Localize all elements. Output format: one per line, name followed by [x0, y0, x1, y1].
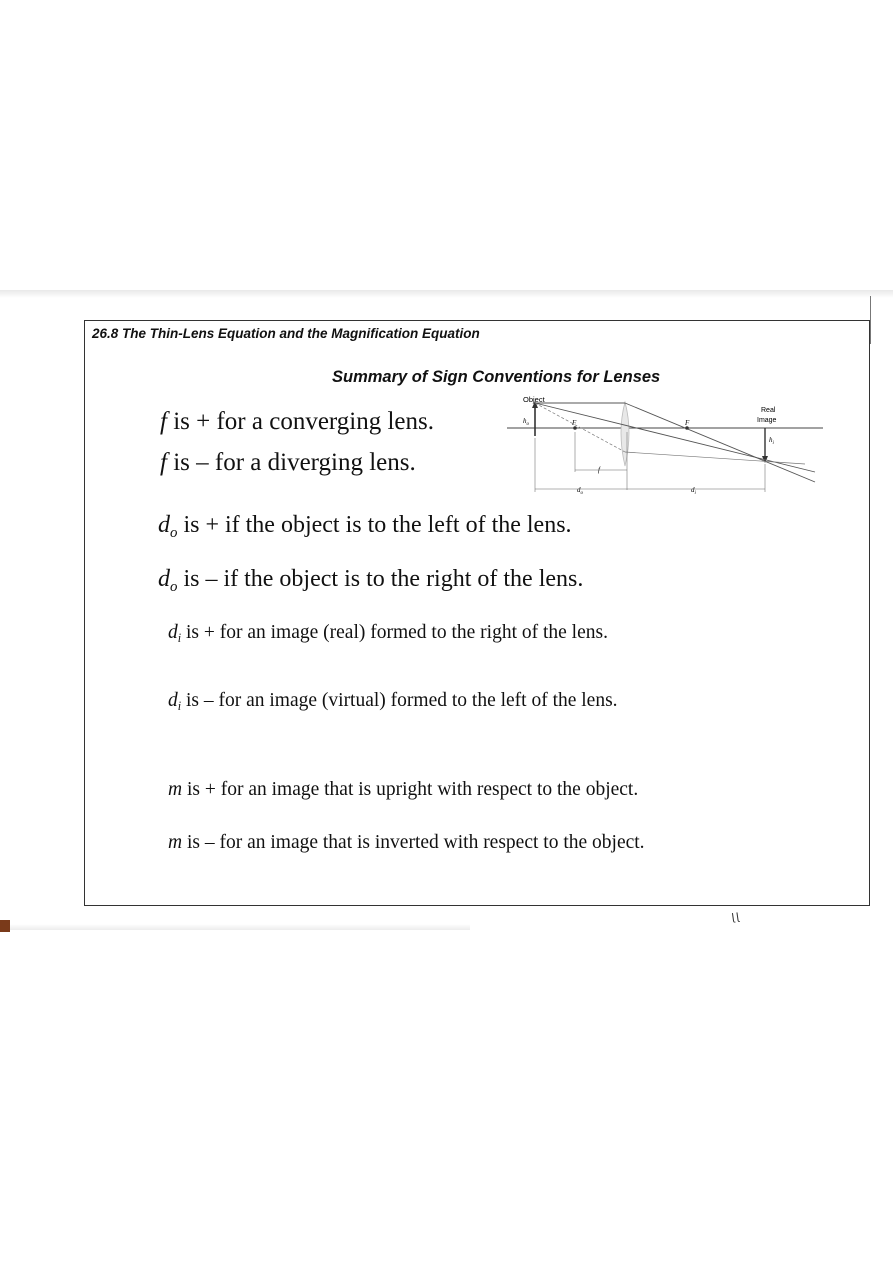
object-distance-minus-line [158, 566, 584, 596]
converging-lens [621, 402, 629, 466]
di-sub: i [177, 699, 182, 714]
m-var: m [168, 779, 183, 800]
magnification-minus-text: is – for an image that is inverted with respect to the object. [182, 832, 645, 853]
do-sub: o [170, 525, 178, 542]
image-distance-minus-text: is – for an image (virtual) formed to the left of the lens. [181, 690, 618, 711]
section-title: 26.8 The Thin-Lens Equation and the Magnification Equation [92, 326, 480, 341]
hi-label: $h_i$ [769, 436, 774, 446]
m-var: m [168, 832, 183, 853]
do-var: d [158, 566, 170, 592]
focal-converging-line [160, 408, 434, 436]
scan-edge-top [0, 290, 893, 298]
object-distance-minus-text: is – if the object is to the right of the lens. [177, 566, 584, 592]
focal-point-left-label: F [572, 419, 577, 427]
di-dimension-label: $d_i$ [691, 486, 696, 496]
do-sub: o [170, 579, 178, 596]
image-label: Image [757, 417, 777, 424]
ray-refracted [625, 403, 815, 482]
image-distance-plus-line [168, 622, 608, 644]
scan-corner-mark [0, 920, 10, 932]
magnification-plus-line [168, 779, 638, 801]
image-distance-minus-line [168, 690, 618, 712]
focal-point-right-label: F [685, 419, 690, 427]
di-var: d [168, 690, 178, 711]
do-dimension-label: $d_o$ [577, 486, 583, 496]
ray-focal-out [625, 452, 805, 464]
focal-diverging-line [160, 449, 416, 477]
magnification-plus-text: is + for an image that is upright with respect to the object. [182, 779, 639, 800]
ho-label: $h_o$ [523, 417, 529, 427]
object-label: Object [523, 395, 545, 404]
lens-ray-diagram [505, 392, 825, 500]
focal-var: f [160, 449, 167, 476]
di-sub: i [177, 631, 182, 646]
magnification-minus-line [168, 832, 645, 854]
scan-edge-bottom [0, 924, 470, 930]
real-label: Real [761, 407, 776, 414]
f-dimension-label: f [598, 466, 600, 474]
focal-converging-text: is + for a converging lens. [166, 408, 435, 435]
object-distance-plus-line [158, 512, 572, 542]
summary-title: Summary of Sign Conventions for Lenses [332, 368, 661, 386]
focal-diverging-text: is – for a diverging lens. [166, 449, 416, 476]
image-distance-plus-text: is + for an image (real) formed to the right of the lens. [181, 622, 608, 643]
focal-var: f [160, 408, 167, 435]
object-distance-plus-text: is + if the object is to the left of the lens. [177, 512, 572, 538]
di-var: d [168, 622, 178, 643]
do-var: d [158, 512, 170, 538]
handwritten-mark: ᶩᶩ [730, 909, 743, 932]
page-edge-right [870, 296, 893, 344]
